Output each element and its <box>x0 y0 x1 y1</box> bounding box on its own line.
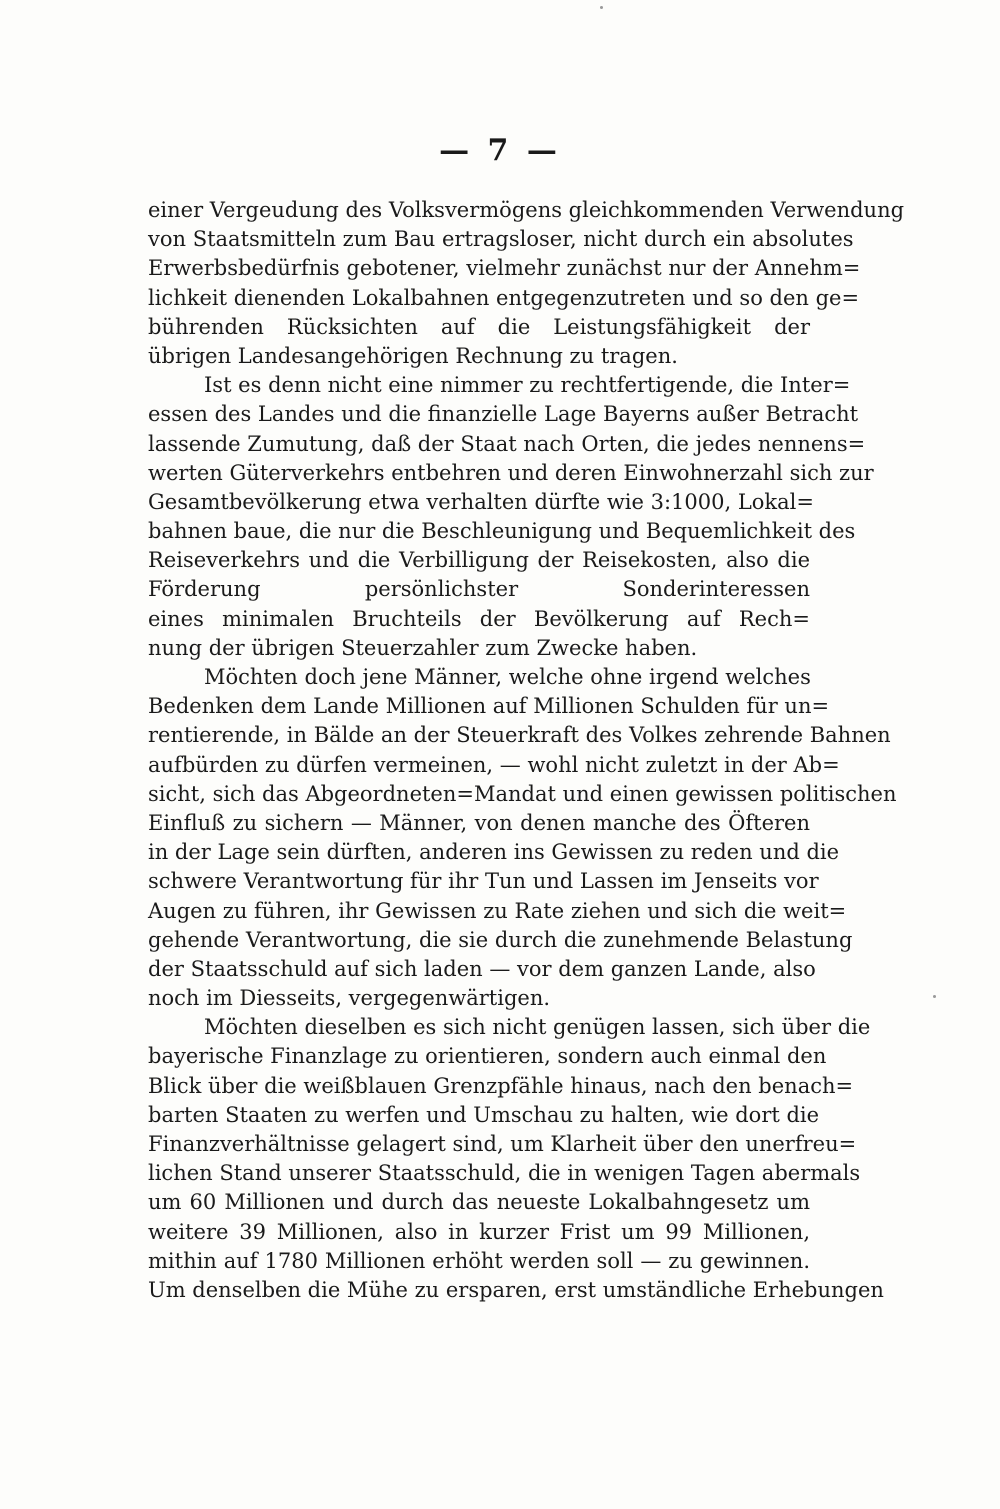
text-line: Förderung persönlichster Sonderinteressen <box>148 577 810 602</box>
text-line: bayerische Finanzlage zu orientieren, sondern auch einmal den <box>148 1044 827 1069</box>
text-line: noch im Diesseits, vergegenwärtigen. <box>148 986 551 1011</box>
text-line: Augen zu führen, ihr Gewissen zu Rate ziehen und sich die weit= <box>148 898 847 923</box>
text-line: bahnen baue, die nur die Beschleunigung und Bequemlichkeit des <box>148 519 856 544</box>
text-line: aufbürden zu dürfen vermeinen, — wohl nicht zuletzt in der Ab= <box>148 752 840 777</box>
text-line: Erwerbsbedürfnis gebotener, vielmehr zunächst nur der Annehm= <box>148 256 861 281</box>
text-line: eines minimalen Bruchteils der Bevölkerung auf Rech= <box>148 606 810 631</box>
paper-speck <box>600 6 603 9</box>
text-line: werten Güterverkehrs entbehren und deren Einwohnerzahl sich zur <box>148 460 874 485</box>
text-line: um 60 Millionen und durch das neueste Lokalbahngesetz um <box>148 1190 810 1215</box>
text-line: Um denselben die Mühe zu ersparen, erst umständliche Erhebungen <box>148 1277 884 1302</box>
body-text <box>148 196 905 1305</box>
text-line: in der Lage sein dürften, anderen ins Gewissen zu reden und die <box>148 840 840 865</box>
text-line: lichkeit dienenden Lokalbahnen entgegenzutreten und so den ge= <box>148 285 860 310</box>
text-line: mithin auf 1780 Millionen erhöht werden soll — zu gewinnen. <box>148 1248 810 1273</box>
text-line: Blick über die weißblauen Grenzpfähle hinaus, nach den benach= <box>148 1073 854 1098</box>
text-line: Finanzverhältnisse gelagert sind, um Klarheit über den unerfreu= <box>148 1132 857 1156</box>
text-line: der Staatsschuld auf sich laden — vor dem ganzen Lande, also <box>148 956 816 981</box>
text-line: barten Staaten zu werfen und Umschau zu halten, wie dort die <box>148 1102 820 1127</box>
text-line: Bedenken dem Lande Millionen auf Millionen Schulden für un= <box>148 694 830 719</box>
text-line: Gesamtbevölkerung etwa verhalten dürfte wie 3:1000, Lokal= <box>148 489 814 514</box>
text-line: Einfluß zu sichern — Männer, von denen manche des Öfteren <box>148 810 810 835</box>
text-line: gehende Verantwortung, die sie durch die zunehmende Belastung <box>148 927 853 952</box>
page-number: — 7 — <box>439 133 561 168</box>
text-line: sicht, sich das Abgeordneten=Mandat und einen gewissen politischen <box>148 781 897 806</box>
text-line: Reiseverkehrs und die Verbilligung der Reisekosten, also die <box>148 548 810 573</box>
text-line: nung der übrigen Steuerzahler zum Zwecke haben. <box>148 635 698 660</box>
text-line: von Staatsmitteln zum Bau ertragsloser, nicht durch ein absolutes <box>148 227 854 252</box>
paper-speck <box>933 995 936 998</box>
text-line: essen des Landes und die finanzielle Lage Bayerns außer Betracht <box>148 402 859 427</box>
text-line: Möchten doch jene Männer, welche ohne irgend welches <box>204 665 811 689</box>
text-line: lassende Zumutung, daß der Staat nach Orten, die jedes nennens= <box>148 431 866 456</box>
text-line: übrigen Landesangehörigen Rechnung zu tragen. <box>148 343 678 368</box>
text-line: schwere Verantwortung für ihr Tun und Lassen im Jenseits vor <box>148 869 819 894</box>
text-line: einer Vergeudung des Volksvermögens gleichkommenden Verwendung <box>148 198 905 222</box>
text-line: Möchten dieselben es sich nicht genügen lassen, sich über die <box>204 1015 871 1040</box>
text-line: weitere 39 Millionen, also in kurzer Frist um 99 Millionen, <box>148 1219 810 1244</box>
text-line: lichen Stand unserer Staatsschuld, die in wenigen Tagen abermals <box>148 1161 861 1186</box>
text-line: rentierende, in Bälde an der Steuerkraft des Volkes zehrende Bahnen <box>148 723 891 748</box>
text-line: bührenden Rücksichten auf die Leistungsfähigkeit der <box>148 314 810 339</box>
text-line: Ist es denn nicht eine nimmer zu rechtfertigende, die Inter= <box>204 373 851 398</box>
